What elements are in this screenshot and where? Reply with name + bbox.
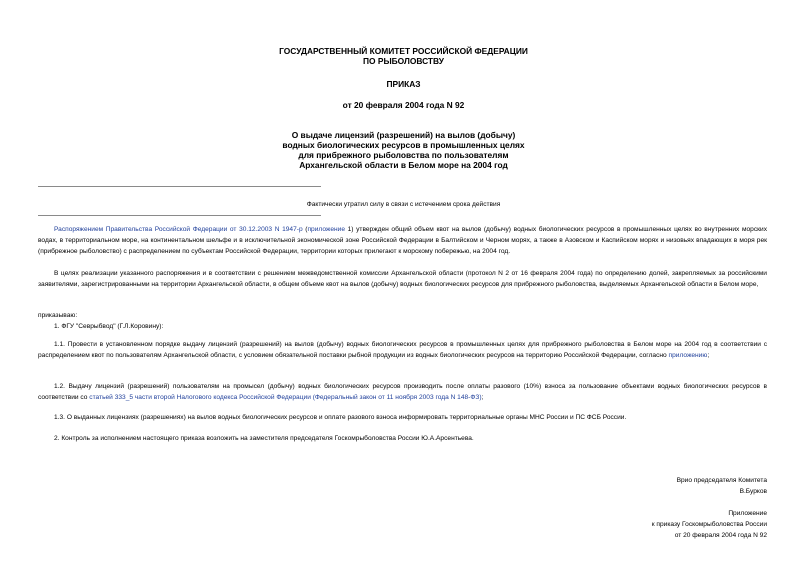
doc-title-line2: водных биологических ресурсов в промышленных целях [282,140,525,150]
signature-block [677,475,767,497]
status-note: Фактически утратил силу в связи с истечением срока действия [306,201,501,208]
doc-title-line1: О выдаче лицензий (разрешений) на вылов (добычу) [291,130,516,140]
item-2-text: 2. Контроль за исполнением настоящего приказа возложить на заместителя председателя Госкомрыболовства России Ю.А.Арсентьева. [54,435,474,442]
divider-top [38,186,321,187]
appendix-line2: к приказу Госкомрыболовства России [651,521,767,528]
doc-title-line4: Архангельской области в Белом море на 2004 год [299,160,508,170]
doc-title-line3: для прибрежного рыболовства по пользователям [298,150,509,160]
item-1-1-text: 1.1. Провести в установленном порядке выдачу лицензий (разрешений) на вылов (добычу) водных биологических ресурсов в промышленных целях для прибрежного рыболовства в Белом море на 2004 год в соответствии с распределением квот по пользователям Архангельской области, с условием обязательной поставки рыбной продукции из водных биологических ресурсов на территорию Российской Федерации, согласно [38,341,767,359]
org-name-line2: ПО РЫБОЛОВСТВУ [363,56,444,66]
appendix-line3: от 20 февраля 2004 года N 92 [674,532,767,539]
signature-position: Врио председателя Комитета [676,477,767,484]
order-word: приказываю: [38,312,78,319]
link-tax-code[interactable]: статьей 333_5 части второй Налогового кодекса Российской Федерации (Федеральный закон от 11 ноября 2003 года N 148-ФЗ) [89,394,482,401]
item-1-3 [38,412,767,423]
org-name-line1: ГОСУДАРСТВЕННЫЙ КОМИТЕТ РОССИЙСКОЙ ФЕДЕРАЦИИ [279,46,528,56]
doc-type: ПРИКАЗ [386,79,421,89]
link-government-order[interactable]: Распоряжением Правительства Российской Федерации от 30.12.2003 N 1947-р [54,226,303,233]
paragraph-purpose [38,268,767,290]
signature-name: В.Бурков [739,488,767,495]
paragraph-purpose-text: В целях реализации указанного распоряжения и в соответствии с решением межведомственной комиссии Архангельской области (протокол N 2 от 16 февраля 2004 года) по определению долей, закрепляемых за российскими заявителями, зарегистрированными на территории Архангельской области, в общем объеме квот на вылов (добычу) водных биологических ресурсов для прибрежного рыболовства, выделяемых Архангельской области в Белом море, [38,270,767,288]
appendix-line1: Приложение [728,510,767,517]
appendix-block [652,508,767,541]
item-1-2-text: 1.2. Выдачу лицензий (разрешений) пользователям на промысел (добычу) водных биологических ресурсов производить после оплаты разового (10%) взноса за пользование объектами водных биологических ресурсов в соответствии со [38,383,767,401]
item-1 [38,321,767,332]
divider-bottom [38,215,321,216]
item-1-text: 1. ФГУ "Севрыбвод" (Г.Л.Коровину): [54,323,164,330]
doc-date: от 20 февраля 2004 года N 92 [342,100,465,110]
item-2 [38,433,767,444]
item-1-2: 1.2. Выдачу лицензий (разрешений) пользователям на промысел (добычу) водных биологических ресурсов производить после оплаты разового (10%) взноса за пользование объектами водных биологических ресурсов в соответствии со статьей 333_5 части второй Налогового кодекса Российской Федерации (Федеральный закон от 11 ноября 2003 года N 148-ФЗ); [38,383,767,401]
link-appendix-1[interactable]: приложение [307,226,345,233]
paragraph-preamble: Распоряжением Правительства Российской Федерации от 30.12.2003 N 1947-р (приложение 1) утвержден общий объем квот на вылов (добычу) водных биологических ресурсов в промышленных целях во внутренних морских водах, в территориальном море, на континентальном шельфе и в исключительной экономической зоне Российской Федерации в Балтийском и Черном морях, а также в Азовском и Каспийском морях и низовьях впадающих в моря рек (прибрежное рыболовство) с распределением по субъектам Российской Федерации, территории которых прилегают к морскому побережью, на 2004 год. [38,226,768,255]
paragraph-preamble-text: 1) утвержден общий объем квот на вылов (добычу) водных биологических ресурсов в промышленных целях во внутренних морских водах, в территориальном море, на континентальном шельфе и в исключительной экономической зоне Российской Федерации в Балтийском и Черном морях, а также в Азовском и Каспийском морях и низовьях впадающих в моря рек (прибрежное рыболовство) с распределением по субъектам Российской Федерации, территории которых прилегают к морскому побережью, на 2004 год. [38,226,768,255]
item-1-3-text: 1.3. О выданных лицензиях (разрешениях) на вылов водных биологических ресурсов и оплате разового взноса информировать территориальные органы МНС России и ПС ФСБ России. [54,414,627,421]
link-appendix[interactable]: приложению [668,352,708,359]
item-1-1: 1.1. Провести в установленном порядке выдачу лицензий (разрешений) на вылов (добычу) водных биологических ресурсов в промышленных целях для прибрежного рыболовства в Белом море на 2004 год в соответствии с распределением квот по пользователям Архангельской области, с условием обязательной поставки рыбной продукции из водных биологических ресурсов на территорию Российской Федерации, согласно приложению; [38,341,767,359]
